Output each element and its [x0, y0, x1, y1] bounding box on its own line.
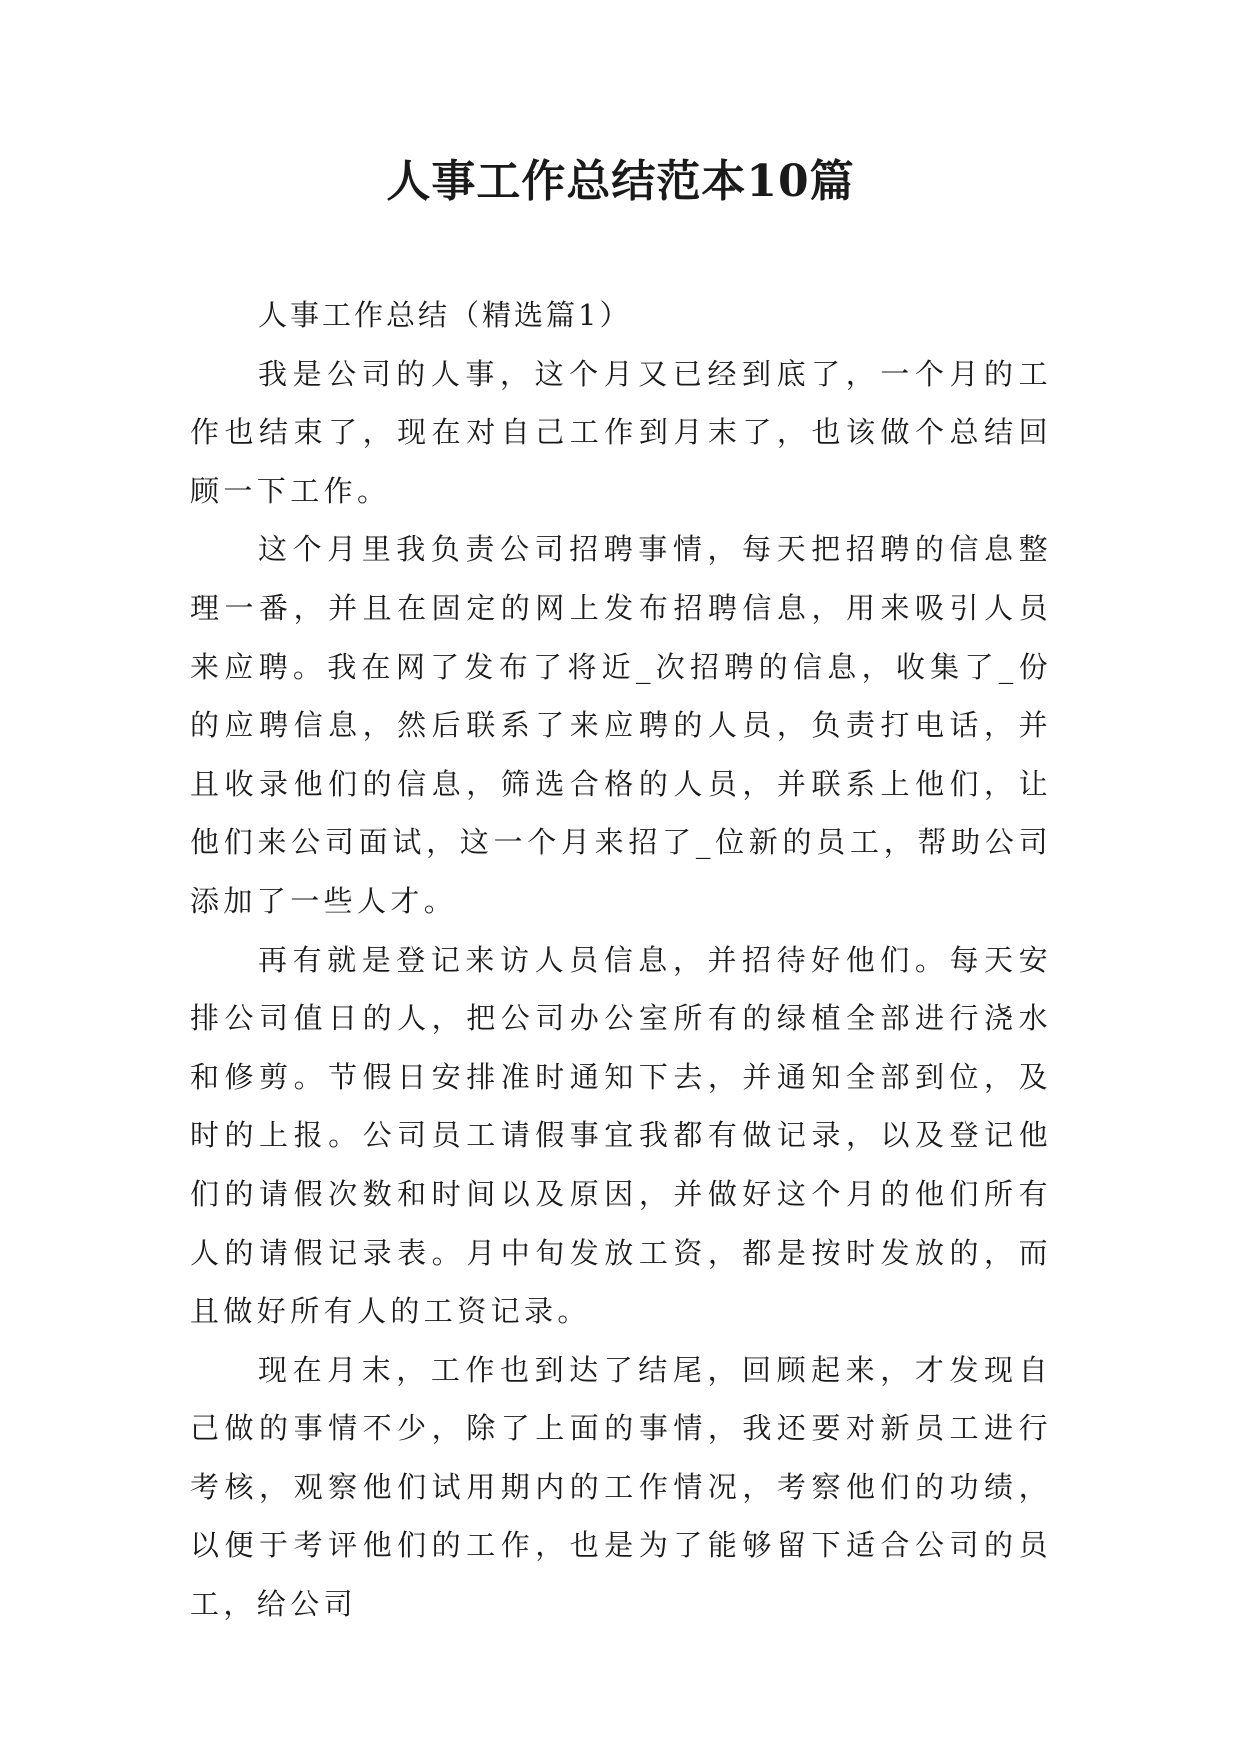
document-title: 人事工作总结范本10篇	[386, 156, 855, 207]
paragraph-2: 这个月里我负责公司招聘事情，每天把招聘的信息整理一番，并且在固定的网上发布招聘信息，用来吸引人员来应聘。我在网了发布了将近_次招聘的信息，收集了_份的应聘信息，然后联系了来应聘的人员，负责打电话，并且收录他们的信息，筛选合格的人员，并联系上他们，让他们来公司面试，这一个月来招了_位新的员工，帮助公司添加了一些人才。	[190, 532, 1052, 918]
section-heading: 人事工作总结（精选篇1）	[258, 298, 632, 332]
document-body	[190, 286, 1052, 1634]
paragraph-1: 我是公司的人事，这个月又已经到底了，一个月的工作也结束了，现在对自己工作到月末了，也该做个总结回顾一下工作。	[190, 356, 1052, 508]
paragraph-4: 现在月末，工作也到达了结尾，回顾起来，才发现自己做的事情不少，除了上面的事情，我还要对新员工进行考核，观察他们试用期内的工作情况，考察他们的功绩，以便于考评他们的工作，也是为了能够留下适合公司的员工，给公司	[190, 1352, 1052, 1622]
paragraph-3: 再有就是登记来访人员信息，并招待好他们。每天安排公司值日的人，把公司办公室所有的绿植全部进行浇水和修剪。节假日安排准时通知下去，并通知全部到位，及时的上报。公司员工请假事宜我都有做记录，以及登记他们的请假次数和时间以及原因，并做好这个月的他们所有人的请假记录表。月中旬发放工资，都是按时发放的，而且做好所有人的工资记录。	[190, 942, 1052, 1329]
